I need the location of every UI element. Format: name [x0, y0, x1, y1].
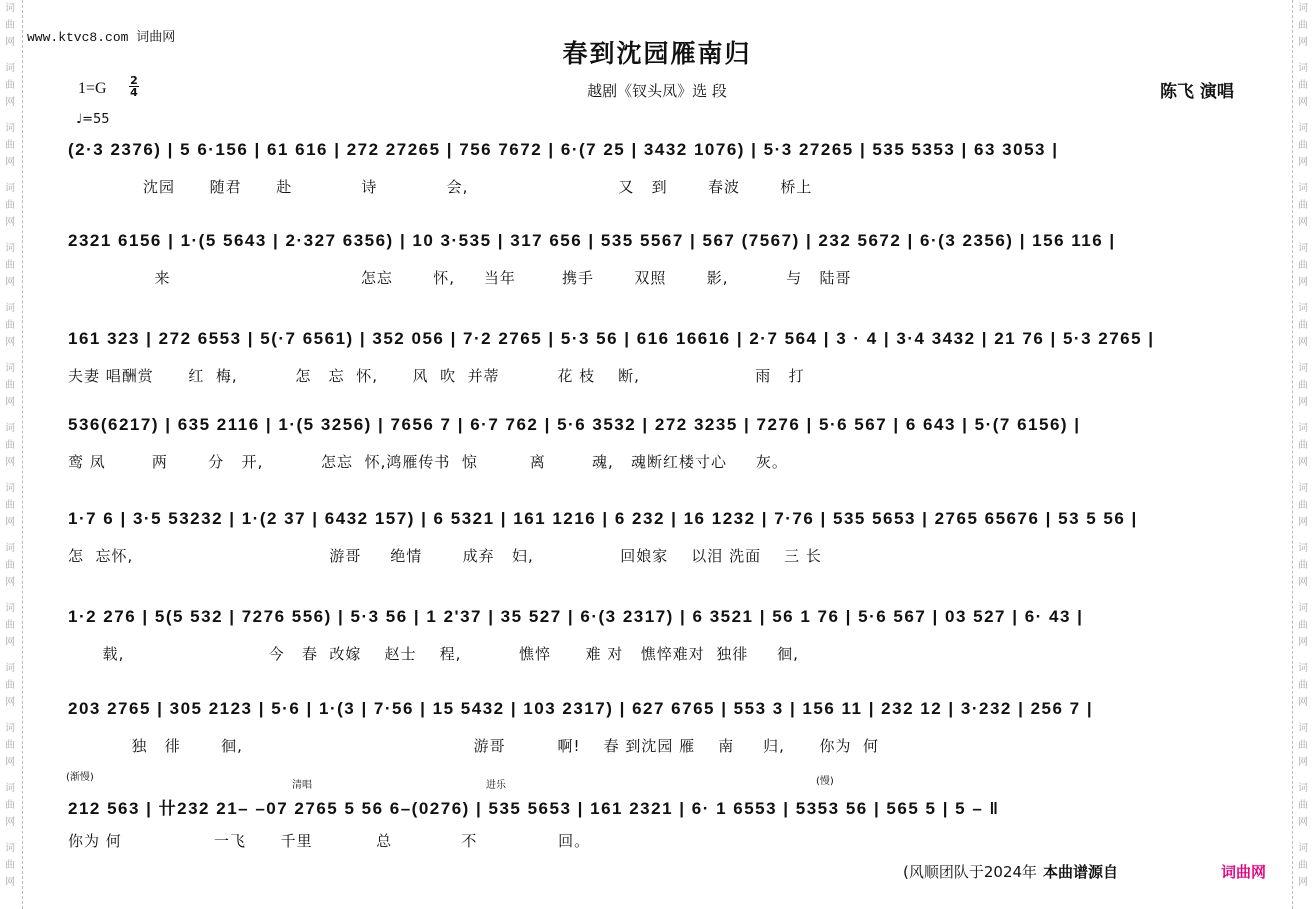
watermark-text: 词 曲 网 [1298, 423, 1308, 468]
right-watermark-column [1292, 0, 1314, 909]
watermark-text: 词 曲 网 [1298, 543, 1308, 588]
lyrics-line: 载, 今 春 改嫁 赵士 程, 憔悴 难 对 憔悴难对 独徘 徊, [68, 645, 799, 663]
notation-line: 203 2765 | 305 2123 | 5·6 | 1·(3 | 7·56 | 15 5432 | 103 2317) | 627 6765 | 553 3 | 156 11 | 232 12 | 3·232 | 256 7 | [68, 699, 1094, 718]
lyrics-line: 鸾 凤 两 分 开, 怎忘 怀,鸿雁传书 惊 离 魂, 魂断红楼寸心 灰。 [68, 453, 788, 471]
watermark-text: 词 曲 网 [5, 303, 15, 348]
watermark-text: 词 曲 网 [1298, 183, 1308, 228]
watermark-text: 词 曲 网 [5, 783, 15, 828]
watermark-text: 词 曲 网 [1298, 123, 1308, 168]
watermark-text: 词 曲 网 [1298, 63, 1308, 108]
lyrics-line: 你为 何 一飞 千里 总 不 回。 [68, 832, 591, 850]
annotation-slow: (慢) [816, 776, 834, 787]
key-signature: 1=G [78, 80, 107, 97]
notation-line: 1·7 6 | 3·5 53232 | 1·(2 37 | 6432 157) | 6 5321 | 161 1216 | 6 232 | 16 1232 | 7·76 | 535 5653 | 2765 65676 | 53 5 56 | [68, 509, 1138, 528]
lyrics-line: 沈园 随君 赴 诗 会, 又 到 春波 桥上 [68, 178, 813, 196]
notation-line: (2·3 2376) | 5 6·156 | 61 616 | 272 27265 | 756 7672 | 6·(7 25 | 3432 1076) | 5·3 27265 | 535 5353 | 63 3053 | [68, 140, 1059, 159]
watermark-text: 词 曲 网 [5, 3, 15, 48]
source-label: 本曲谱源自 [1043, 863, 1119, 881]
watermark-text: 词 曲 网 [5, 663, 15, 708]
watermark-text: 词 曲 网 [1298, 663, 1308, 708]
watermark-text: 词 曲 网 [5, 723, 15, 768]
watermark-text: 词 曲 网 [1298, 483, 1308, 528]
annotation-gradually-slow: (渐慢) [66, 772, 94, 783]
watermark-text: 词 曲 网 [5, 63, 15, 108]
tempo-marking: ♩=55 [76, 112, 110, 127]
lyrics-line: 夫妻 唱酬赏 红 梅, 怎 忘 怀, 风 吹 并蒂 花 枝 断, 雨 打 [68, 367, 805, 385]
lyrics-line: 来 怎忘 怀, 当年 携手 双照 影, 与 陆哥 [68, 269, 852, 287]
time-signature [129, 75, 139, 98]
watermark-text: 词 曲 网 [5, 123, 15, 168]
lyrics-line: 独 徘 徊, 游哥 啊! 春 到沈园 雁 南 归, 你为 何 [68, 737, 879, 755]
notation-line: 536(6217) | 635 2116 | 1·(5 3256) | 7656 7 | 6·7 762 | 5·6 3532 | 272 3235 | 7276 | 5·6 567 | 6 643 | 5·(7 6156) | [68, 415, 1081, 434]
notation-line: 2321 6156 | 1·(5 5643 | 2·327 6356) | 10 3·535 | 317 656 | 535 5567 | 567 (7567) | 232 5672 | 6·(3 2356) | 156 116 | [68, 231, 1116, 250]
credit-text: (风顺团队于2024年 [903, 863, 1038, 881]
annotation-music-enters: 进乐 [486, 780, 506, 791]
lyrics-line: 怎 忘怀, 游哥 绝情 成弃 妇, 回娘家 以泪 洗面 三 长 [68, 547, 822, 565]
watermark-text: 词 曲 网 [5, 363, 15, 408]
performer: 陈飞 演唱 [1160, 82, 1234, 102]
watermark-text: 词 曲 网 [1298, 723, 1308, 768]
watermark-text: 词 曲 网 [5, 183, 15, 228]
watermark-text: 词 曲 网 [1298, 363, 1308, 408]
watermark-text: 词 曲 网 [5, 483, 15, 528]
watermark-text: 词 曲 网 [1298, 843, 1308, 888]
time-signature-bottom: 4 [130, 86, 138, 99]
time-signature-top: 2 [130, 74, 138, 87]
watermark-text: 词 曲 网 [5, 423, 15, 468]
watermark-text: 词 曲 网 [5, 843, 15, 888]
notation-line: 212 563 | 卄232 21– –07 2765 5 56 6–(0276) | 535 5653 | 161 2321 | 6· 1 6553 | 5353 56 | 565 5 | 5 – ‖ [68, 799, 1000, 818]
site-url: www.ktvc8.com [27, 30, 129, 45]
watermark-text: 词 曲 网 [5, 603, 15, 648]
watermark-text: 词 曲 网 [1298, 303, 1308, 348]
footer-credit [903, 861, 1267, 882]
watermark-text: 词 曲 网 [1298, 3, 1308, 48]
notation-line: 1·2 276 | 5(5 532 | 7276 556) | 5·3 56 | 1 2'37 | 35 527 | 6·(3 2317) | 6 3521 | 56 1 76 | 5·6 567 | 03 527 | 6· 43 | [68, 607, 1084, 626]
site-name: 词曲网 [136, 30, 176, 45]
watermark-text: 词 曲 网 [1298, 243, 1308, 288]
brand-logo: 词曲网 [1221, 863, 1267, 881]
notation-line: 161 323 | 272 6553 | 5(·7 6561) | 352 056 | 7·2 2765 | 5·3 56 | 616 16616 | 2·7 564 | 3 · 4 | 3·4 3432 | 21 76 | 5·3 2765 | [68, 329, 1155, 348]
watermark-text: 词 曲 网 [1298, 783, 1308, 828]
left-watermark-column [0, 0, 23, 909]
page-title: 春到沈园雁南归 [562, 39, 752, 68]
watermark-text: 词 曲 网 [5, 243, 15, 288]
watermark-text: 词 曲 网 [1298, 603, 1308, 648]
subtitle: 越剧《钗头凤》选 段 [587, 82, 727, 100]
watermark-text: 词 曲 网 [5, 543, 15, 588]
annotation-a-cappella: 清唱 [292, 780, 312, 791]
